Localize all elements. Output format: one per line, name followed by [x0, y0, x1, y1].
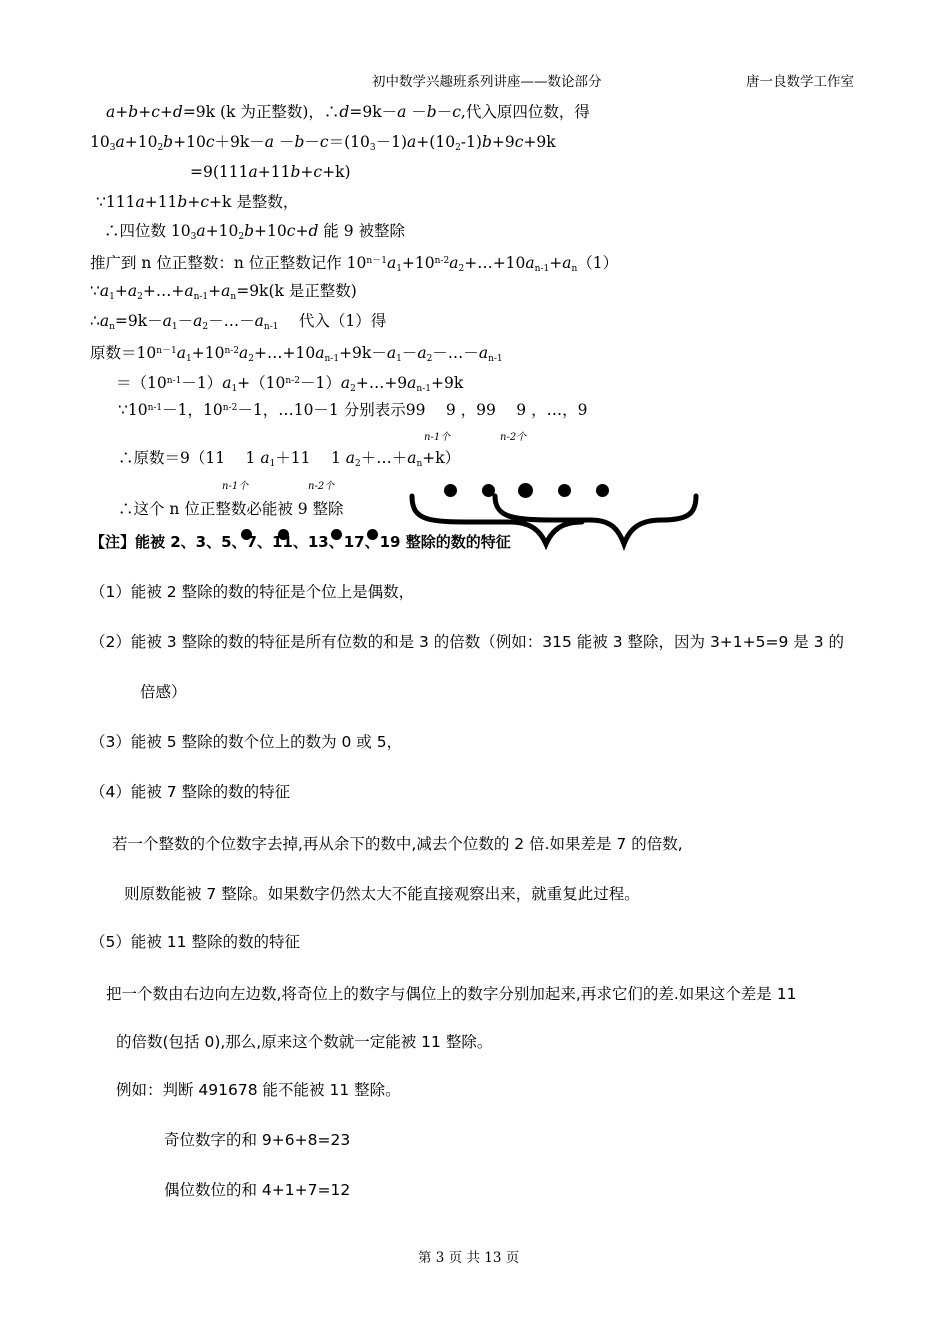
general-line-7: ∴原数＝9（11 1 $a_1+11$ 1 $a_2+\dots+a_n+k$）	[118, 449, 461, 469]
proof-line-5: ∴四位数 $10_3a+10_2b+10c+d$ 能 9 被整除	[104, 222, 406, 242]
brace-label-n-1-b: n-1个	[222, 481, 249, 492]
header-studio: 唐一良数学工作室	[746, 74, 854, 90]
header-title: 初中数学兴趣班系列讲座——数论部分	[372, 74, 602, 90]
proof-line-4: ∵111a+11b+c+k 是整数，	[96, 193, 299, 211]
page-number: 第 3 页 共 13 页	[418, 1250, 520, 1266]
rule-11-title: （5）能被 11 整除的数的特征	[90, 933, 300, 951]
proof-line-1: a+b+c+d=9k (k 为正整数)，∴d=9k－a －b－c,代入原四位数，得	[106, 103, 590, 121]
general-line-4: 原数$=10^{n-1}a_1+10^{n-2}a_2+\dots+10a_{n-1}+9k-a_1-a_2-\dots-a_{n-1}$	[90, 344, 503, 364]
rule-11-example: 例如：判断 491678 能不能被 11 整除。	[116, 1081, 401, 1099]
general-line-5: $=(10^{n-1}-1)a_1+(10^{n-2}-1)a_2+\dots+9a_{n-1}+9k$	[116, 374, 464, 394]
rule-7-title: （4）能被 7 整除的数的特征	[90, 783, 291, 801]
rule-7-desc-1: 若一个整数的个位数字去掉,再从余下的数中,减去个位数的 2 倍.如果差是 7 的倍数,	[112, 835, 683, 853]
rule-7-desc-2: 则原数能被 7 整除。如果数字仍然太大不能直接观察出来，就重复此过程。	[124, 885, 640, 903]
general-line-8: ∴这个 n 位正整数必能被 9 整除	[118, 500, 344, 518]
rule-2: （1）能被 2 整除的数的特征是个位上是偶数，	[90, 583, 415, 601]
rule-11-even-sum: 偶位数位的和 4+1+7=12	[164, 1181, 351, 1199]
general-line-2: $\because a_1+a_2+\dots+a_{n-1}+a_n=9k(k$ 是正整数)	[90, 282, 357, 302]
brace-label-n-1: n-1个	[424, 432, 451, 443]
rule-11-desc-1: 把一个数由右边向左边数,将奇位上的数字与偶位上的数字分别加起来,再求它们的差.如果这个差是 11	[106, 985, 797, 1003]
rule-5: （3）能被 5 整除的数个位上的数为 0 或 5，	[90, 733, 403, 751]
brace-label-n-2-b: n-2个	[308, 481, 335, 492]
proof-line-2: $10_3a+10_2b+10c+9k-a -b-c=(10_3-1)a+(10_2-1)b+9c+9k$	[90, 133, 556, 153]
proof-line-3: =9(111a+11b+c+k)	[190, 163, 351, 181]
general-line-6: $\because 10^{n-1}-1$，$10^{n-2}-1$，…10－1 分别表示99 9 ，99 9 ，…，9	[118, 401, 588, 419]
rule-3-cont: 倍感）	[140, 683, 187, 701]
rule-11-desc-2: 的倍数(包括 0),那么,原来这个数就一定能被 11 整除。	[116, 1033, 493, 1051]
rule-3: （2）能被 3 整除的数的特征是所有位数的和是 3 的倍数（例如：315 能被 3 整除，因为 3+1+5=9 是 3 的	[90, 633, 845, 651]
brace-label-n-2: n-2个	[500, 432, 527, 443]
rule-11-odd-sum: 奇位数字的和 9+6+8=23	[164, 1131, 351, 1149]
general-line-1: 推广到 n 位正整数：n 位正整数记作 $10^{n-1}a_1+10^{n-2}a_2+\dots+10a_{n-1}+a_n(1)$	[90, 254, 619, 274]
general-line-3: $\therefore a_n=9k-a_1-a_2-\dots-a_{n-1}$ 代入（1）得	[90, 312, 387, 332]
note-title: 【注】能被 2、3、5、7、11、13、17、19 整除的数的特征	[90, 533, 511, 551]
